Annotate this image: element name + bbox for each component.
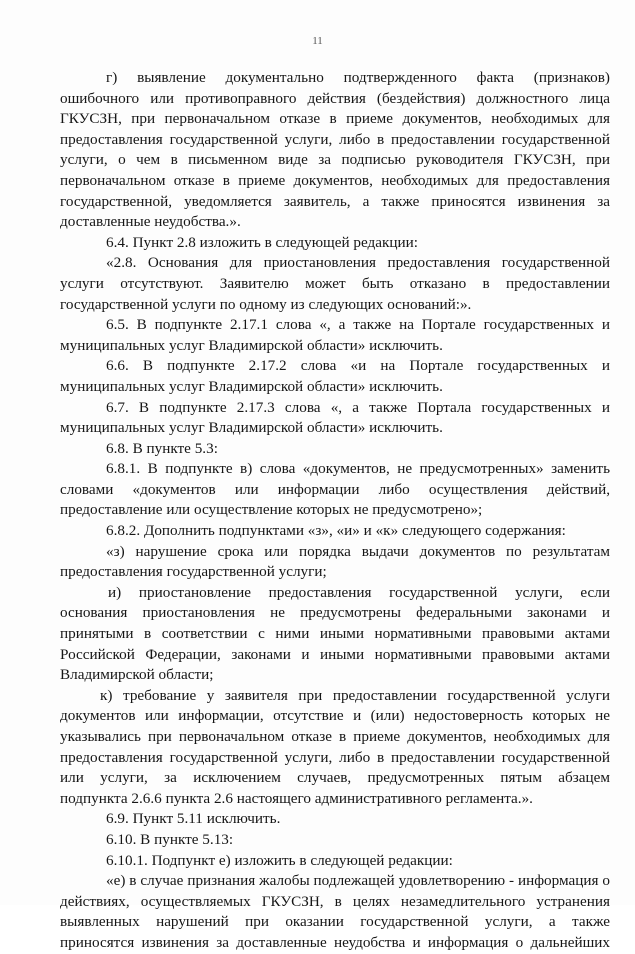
text-line: Российской Федерации, законами и иными нормативными правовыми актами	[60, 645, 610, 663]
text-line: приносятся извинения за доставленные неудобства и информация о дальнейших	[60, 933, 610, 951]
page-number: 11	[312, 35, 323, 47]
text-line: действиях, осуществляемых ГКУСЗН, в целях незамедлительного устранения	[60, 892, 610, 910]
text-line: «з) нарушение срока или порядка выдачи документов по результатам	[106, 542, 610, 560]
text-line: доставленные неудобства.».	[60, 213, 241, 231]
text-line: муниципальных услуг Владимирской области» исключить.	[60, 377, 443, 395]
text-line: указывались при первоначальном отказе в приеме документов, необходимых для	[60, 728, 610, 745]
text-line: первоначальном отказе в приеме документов, необходимых для предоставления	[60, 171, 610, 189]
text-line: предоставления государственной услуги, либо в предоставлении государственной	[60, 130, 610, 148]
text-line: ошибочного или противоправного действия (бездействия) должностного лица	[60, 89, 610, 107]
text-line: предоставления государственной услуги;	[60, 563, 327, 581]
text-line: государственной, уведомляется заявитель, а также приносятся извинения за	[60, 192, 610, 210]
text-line: документов или информации, отсутствие и (или) недостоверность которых не	[60, 707, 610, 725]
text-line: предоставление или осуществление которых не предусмотрено»;	[60, 501, 483, 519]
text-line: к) требование у заявителя при предоставлении государственной услуги	[100, 686, 610, 704]
text-line: государственной услуги по одному из следующих оснований:».	[60, 295, 472, 313]
document-body	[60, 68, 610, 954]
text-line: предоставления государственной услуги, либо в предоставлении государственной	[60, 748, 610, 766]
text-line: 6.4. Пункт 2.8 изложить в следующей редакции:	[106, 233, 419, 251]
text-line: 6.8. В пункте 5.3:	[106, 439, 218, 457]
text-line: словами «документов или информации либо осуществления действий,	[60, 480, 610, 498]
text-line: ГКУСЗН, при первоначальном отказе в приеме документов, необходимых для	[60, 110, 610, 128]
text-line: 6.9. Пункт 5.11 исключить.	[106, 810, 281, 828]
text-line: Владимирской области;	[60, 666, 214, 684]
text-line: 6.10.1. Подпункт е) изложить в следующей редакции:	[106, 851, 453, 869]
text-line: услуги отсутствуют. Заявителю может быть отказано в предоставлении	[60, 274, 610, 292]
text-line: выявленных нарушений при оказании государственной услуги, а также	[60, 913, 610, 931]
text-line: принятыми в соответствии с ними иными нормативными правовыми актами	[60, 625, 610, 643]
text-line: 6.10. В пункте 5.13:	[106, 830, 234, 848]
text-line: подпункта 2.6.6 пункта 2.6 настоящего административного регламента.».	[60, 789, 533, 807]
text-line: г) выявление документально подтвержденного факта (признаков)	[106, 69, 610, 86]
text-line: муниципальных услуг Владимирской области» исключить.	[60, 336, 443, 354]
text-line: услуги, о чем в письменном виде за подписью руководителя ГКУСЗН, при	[60, 151, 610, 169]
text-line: 6.7. В подпункте 2.17.3 слова «, а также Портала государственных и	[106, 398, 610, 416]
text-line: муниципальных услуг Владимирской области» исключить.	[60, 419, 443, 437]
text-line: 6.8.2. Дополнить подпунктами «з», «и» и «к» следующего содержания:	[106, 522, 566, 540]
text-line: «2.8. Основания для приостановления предоставления государственной	[106, 254, 610, 272]
text-line: или услуги, за исключением случаев, предусмотренных пятым абзацем	[60, 769, 610, 787]
text-line: «е) в случае признания жалобы подлежащей удовлетворению - информация о	[106, 872, 610, 890]
text-line: основания приостановления не предусмотрены федеральными законами и	[60, 604, 610, 622]
text-line: 6.8.1. В подпункте в) слова «документов, не предусмотренных» заменить	[106, 460, 610, 478]
text-line: 6.6. В подпункте 2.17.2 слова «и на Портале государственных и	[106, 357, 610, 375]
text-line: 6.5. В подпункте 2.17.1 слова «, а также на Портале государственных и	[106, 316, 610, 334]
text-line: и) приостановление предоставления государственной услуги, если	[108, 583, 610, 601]
